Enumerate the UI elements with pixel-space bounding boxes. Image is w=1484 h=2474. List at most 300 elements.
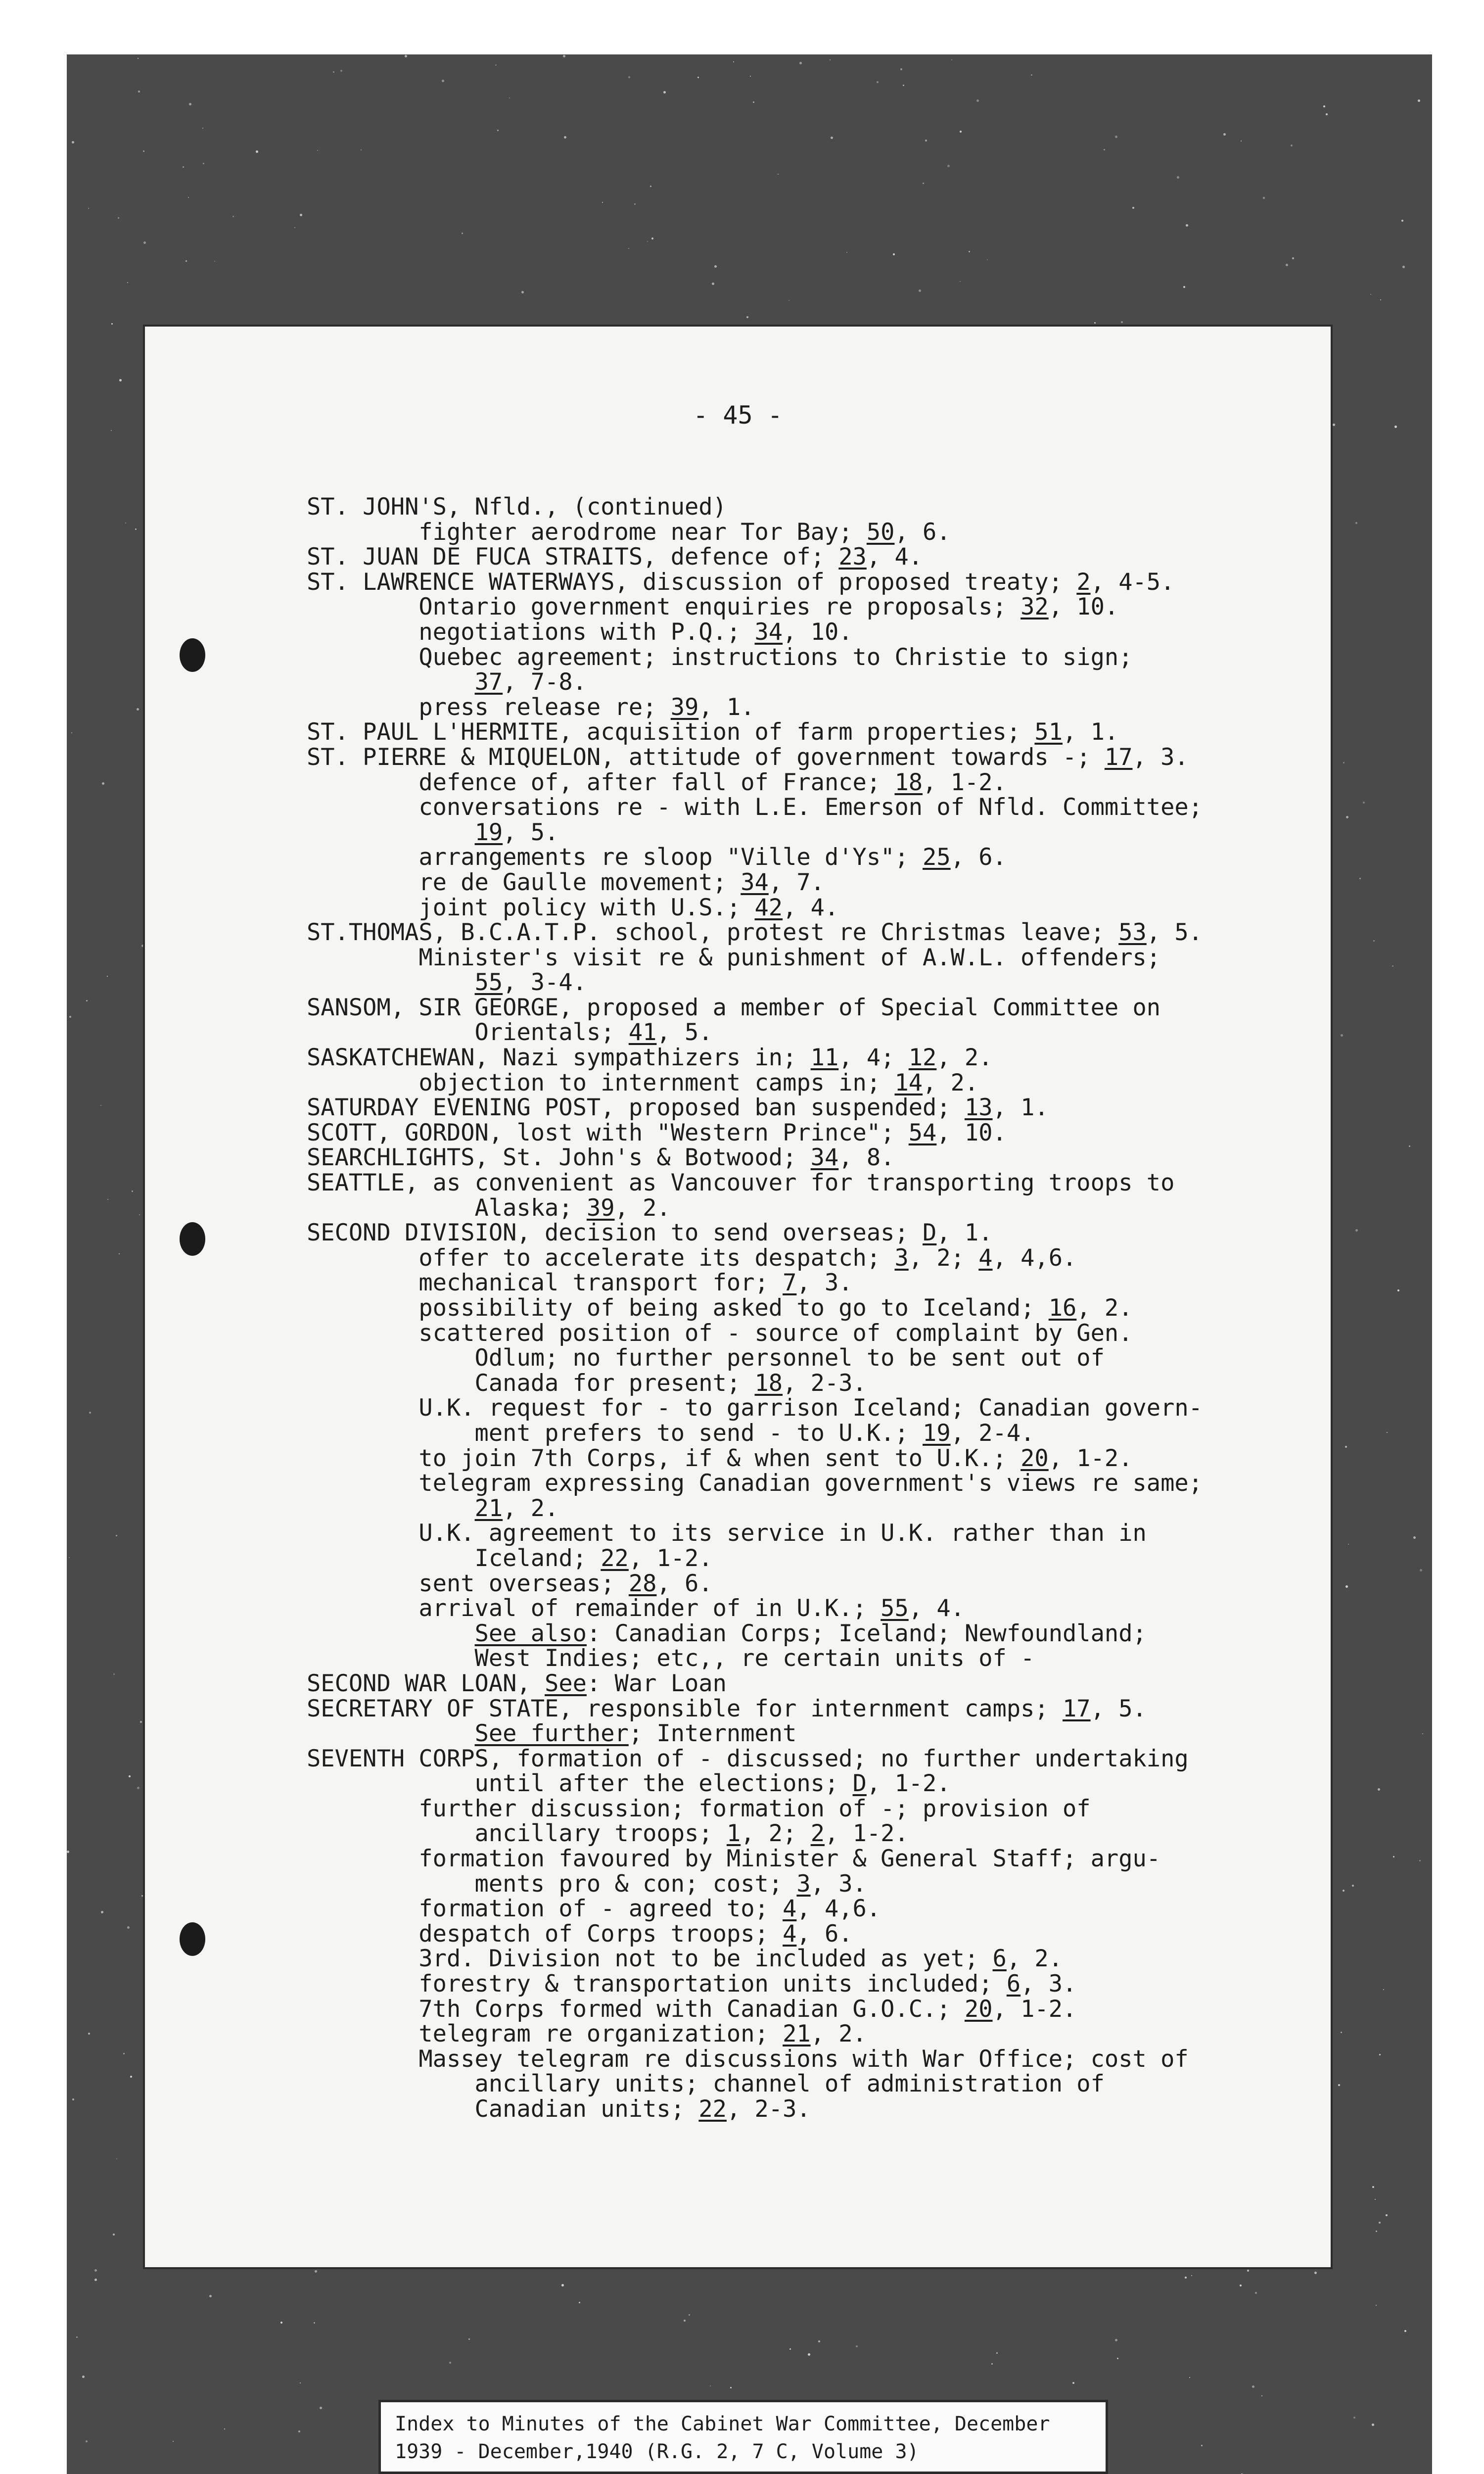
entry-text: , 1-2. [992,1995,1077,2023]
index-line [307,1521,1203,1546]
film-speck [634,203,636,205]
film-speck [1386,2214,1388,2216]
film-speck [1402,266,1405,268]
entry-text: ST. JOHN'S, Nfld., (continued) [307,493,727,521]
film-speck [1185,2277,1187,2279]
index-line [307,1346,1203,1371]
page-reference: 19 [923,1419,951,1447]
entry-text: , 6. [796,1920,853,1948]
film-speck [203,163,204,164]
index-line [307,1321,1203,1346]
page-reference: See further [474,1720,629,1748]
page-reference: 18 [894,768,923,796]
entry-text: ST.THOMAS, B.C.A.T.P. school, protest re Christmas leave; [307,919,1119,947]
film-speck [1326,113,1328,115]
film-speck [232,216,234,217]
film-speck [1201,2445,1203,2446]
index-line [307,920,1203,946]
film-speck [563,55,565,57]
film-speck [919,289,921,292]
entry-text: SECOND DIVISION, decision to send overseas; [307,1219,923,1247]
film-speck [799,62,802,64]
index-line [307,1922,1203,1947]
page-reference: 22 [698,2095,727,2123]
page-reference: 50 [866,518,895,546]
film-speck [119,379,122,381]
film-speck [333,71,334,73]
entry-text: SCOTT, GORDON, lost with "Western Prince"; [307,1119,909,1146]
entry-text: joint policy with U.S.; [307,894,755,921]
film-speck [116,1535,117,1536]
film-speck [778,174,779,175]
entry-text: , 4. [908,1595,965,1622]
entry-text: , 6. [950,844,1007,871]
film-speck [730,2387,732,2388]
film-speck [129,1775,131,1777]
film-speck [224,2428,225,2429]
entry-text: , 2. [503,1494,559,1522]
entry-text: 3rd. Division not to be included as yet; [307,1945,993,1973]
index-line [307,1171,1203,1196]
entry-text: , 7-8. [503,668,587,696]
entry-text: , 1-2. [824,1820,909,1848]
page-reference: 22 [601,1544,629,1572]
film-speck [119,1253,120,1254]
index-line [307,870,1203,896]
film-speck [1291,144,1293,146]
film-speck [750,76,751,77]
film-speck [137,708,139,711]
film-speck [903,85,904,86]
film-speck [449,2362,451,2364]
film-speck [118,217,119,219]
index-line [307,1571,1203,1597]
entry-text: , 1-2. [628,1544,713,1572]
entry-text: sent overseas; [307,1570,629,1597]
entry-text: , 2. [614,1194,671,1222]
film-speck [130,2076,132,2078]
page-reference: 6 [992,1945,1007,1973]
entry-text: telegram re organization; [307,2020,783,2048]
entry-text: , 1. [698,693,755,721]
film-speck [689,2314,690,2316]
page-reference: 7 [783,1269,797,1297]
film-speck [82,2376,85,2378]
entry-text: Odlum; no further personnel to be sent out of [307,1344,1105,1372]
page-reference: 2 [1076,568,1091,596]
index-line [307,1095,1203,1121]
film-speck [139,1214,140,1215]
index-line [307,1872,1203,1897]
entry-text: ancillary units; channel of administration of [307,2070,1105,2098]
entry-text: U.K. request for - to garrison Iceland; Canadian govern- [307,1394,1203,1422]
film-speck [1191,2275,1192,2276]
page-reference: 2 [810,1820,825,1848]
film-speck [663,91,666,94]
film-speck [1383,1989,1384,1990]
film-speck [1379,2222,1381,2224]
page-reference: 4 [783,1895,797,1923]
entry-text: scattered position of - source of complaint by Gen. [307,1319,1133,1347]
binder-hole-top [180,638,205,672]
entry-text: , 6. [894,518,951,546]
index-line [307,1246,1203,1271]
film-speck [140,1721,142,1723]
index-line [307,795,1203,820]
film-speck [1370,294,1371,295]
film-speck [856,2345,858,2347]
index-line [307,820,1203,846]
film-speck [107,976,108,977]
film-speck [830,59,831,60]
film-speck [1380,299,1381,300]
entry-text: Orientals; [307,1019,629,1047]
film-speck [651,238,653,239]
film-speck [1255,2292,1257,2294]
film-speck [1183,286,1185,288]
film-speck [628,248,629,249]
film-speck [1240,2284,1242,2286]
page-reference: 28 [628,1570,657,1597]
film-speck [893,253,895,255]
film-speck [72,2098,74,2100]
entry-text: arrangements re sloop "Ville d'Ys"; [307,844,923,871]
index-entries [307,495,1203,2122]
caption-line-2: 1939 - December,1940 (R.G. 2, 7 C, Volume 3) [395,2440,919,2463]
film-speck [340,70,342,72]
entry-text: , 2-3. [783,1369,867,1397]
entry-text: , 2. [810,2020,867,2048]
entry-text: ancillary troops; [307,1820,727,1848]
page-reference: 4 [978,1244,993,1272]
index-line [307,1972,1203,1997]
index-line [307,1797,1203,1822]
index-line [307,1271,1203,1296]
entry-text: arrival of remainder of in U.K.; [307,1595,881,1622]
index-line [307,996,1203,1021]
entry-text: ST. LAWRENCE WATERWAYS, discussion of proposed treaty; [307,568,1077,596]
film-speck [314,2322,315,2324]
index-line [307,970,1203,996]
film-speck [76,2336,78,2338]
film-speck [1393,1856,1394,1857]
film-speck [960,131,962,133]
page-reference: 16 [1048,1294,1077,1322]
index-line [307,595,1203,620]
entry-text: , 2; [741,1820,811,1848]
film-speck [960,281,961,282]
film-speck [405,55,407,57]
index-line [307,1847,1203,1872]
entry-text: Canadian units; [307,2095,699,2123]
index-line [307,1997,1203,2022]
film-speck [256,150,258,153]
entry-text: to join 7th Corps, if & when sent to U.K.; [307,1444,1021,1472]
film-speck [1121,321,1123,323]
film-speck [67,1851,69,1853]
film-speck [1375,2199,1376,2200]
entry-text: until after the elections; [307,1770,853,1798]
index-line [307,845,1203,870]
index-line [307,1446,1203,1472]
film-speck [987,259,988,260]
page-reference: 23 [838,543,867,571]
film-speck [1341,2032,1342,2033]
film-speck [650,186,651,187]
index-line [307,1947,1203,1972]
film-speck [1372,2424,1374,2426]
page-reference: 55 [881,1595,909,1622]
entry-text: , 3. [1132,743,1189,771]
binder-hole-bottom [180,1922,205,1956]
entry-text: defence of, after fall of France; [307,768,895,796]
film-speck [628,76,630,78]
film-speck [113,1673,115,1675]
index-line [307,2097,1203,2122]
index-line [307,1396,1203,1421]
film-speck [788,300,789,301]
film-speck [1252,2385,1254,2388]
film-speck [1355,522,1357,524]
entry-text: SANSOM, SIR GEORGE, proposed a member of Special Committee on [307,994,1161,1021]
film-speck [497,130,499,131]
film-speck [509,97,510,98]
film-speck [143,241,146,244]
index-line [307,670,1203,695]
index-line [307,1771,1203,1797]
entry-text: ST. PIERRE & MIQUELON, attitude of government towards -; [307,743,1105,771]
film-speck [1031,74,1032,76]
entry-text: Iceland; [307,1544,601,1572]
film-speck [789,2348,791,2350]
film-speck [1323,105,1325,107]
entry-text: , 5. [1090,1695,1147,1722]
entry-text: , 4,6. [992,1244,1077,1272]
entry-text: , 8. [838,1144,895,1172]
entry-text: mechanical transport for; [307,1269,783,1297]
page-reference: 55 [474,969,503,997]
entry-text: SATURDAY EVENING POST, proposed ban suspended; [307,1094,965,1122]
entry-text: SASKATCHEWAN, Nazi sympathizers in; [307,1044,811,1072]
film-speck [300,214,302,216]
film-speck [831,137,833,139]
film-speck [1132,207,1134,209]
index-line [307,745,1203,770]
entry-text [307,668,475,696]
film-speck [1353,2417,1355,2419]
film-speck [1373,940,1375,942]
page-reference: 34 [741,868,769,896]
entry-text: possibility of being asked to go to Iceland; [307,1294,1049,1322]
film-speck [173,2441,174,2442]
entry-text: , 1-2. [923,768,1007,796]
entry-text: Massey telegram re discussions with War Office; cost of [307,2045,1189,2073]
entry-text: , 1-2. [1048,1444,1133,1472]
film-speck [877,81,879,83]
index-line [307,495,1203,520]
page-reference: 20 [964,1995,993,2023]
entry-text: , 1. [992,1094,1049,1122]
page-reference: 25 [923,844,951,871]
index-line [307,946,1203,971]
film-speck [89,1412,91,1414]
film-speck [1392,965,1393,967]
film-speck [86,1000,88,1001]
entry-text: , 10. [783,618,853,646]
entry-text: , 1. [1063,718,1119,746]
index-line [307,1697,1203,1722]
page-reference: 53 [1118,919,1147,947]
film-speck [746,316,748,318]
film-speck [1292,257,1294,259]
film-speck [361,149,362,150]
film-speck [521,291,524,293]
film-speck [1348,1544,1349,1545]
index-line [307,1747,1203,1772]
entry-text: conversations re - with L.E. Emerson of Nfld. Committee; [307,794,1203,821]
film-speck [1223,133,1226,136]
index-line [307,1621,1203,1647]
film-speck [1115,136,1117,138]
film-speck [753,101,754,103]
film-speck [183,166,184,168]
entry-text: , 3. [1020,1970,1077,1998]
entry-text [307,819,475,846]
index-line [307,645,1203,670]
page-reference: 51 [1034,718,1063,746]
film-speck [1372,2186,1374,2188]
film-speck [1094,322,1096,324]
entry-text: fighter aerodrome near Tor Bay; [307,518,867,546]
film-speck [116,2158,117,2159]
film-speck [315,2270,317,2273]
film-speck [1072,2382,1074,2384]
film-speck [1378,1788,1380,1791]
index-line [307,1496,1203,1522]
entry-text: , 2-4. [950,1419,1035,1447]
entry-text: negotiations with P.Q.; [307,618,755,646]
caption-line-1: Index to Minutes of the Cabinet War Committee, December [395,2413,1050,2435]
entry-text: SEARCHLIGHTS, St. John's & Botwood; [307,1144,811,1172]
index-line [307,770,1203,796]
entry-text: formation favoured by Minister & General Staff; argu- [307,1845,1161,1873]
index-line [307,1721,1203,1747]
film-speck [107,1199,108,1200]
index-line [307,1421,1203,1446]
entry-text: SECRETARY OF STATE, responsible for internment camps; [307,1695,1063,1722]
film-speck [189,103,191,105]
page-reference: 32 [1020,593,1049,621]
entry-text: ; Internment [628,1720,797,1748]
index-line [307,1296,1203,1321]
index-line [307,1020,1203,1046]
film-speck [86,2440,88,2442]
entry-text [307,1495,475,1522]
film-speck [1409,1145,1410,1147]
page-reference: 1 [726,1820,741,1848]
entry-text: , 2. [1076,1294,1133,1322]
entry-text: objection to internment camps in; [307,1069,895,1096]
entry-text: , 7. [768,868,825,896]
entry-text: , 10. [1048,593,1119,621]
film-speck [579,2302,580,2303]
film-speck [1355,1229,1358,1232]
film-speck [1104,149,1105,150]
entry-text: re de Gaulle movement; [307,868,741,896]
film-speck [1387,1432,1388,1433]
film-speck [188,197,189,198]
index-line [307,1471,1203,1496]
film-speck [88,208,89,209]
page-reference: 17 [1104,743,1133,771]
film-speck [111,323,113,325]
entry-text: U.K. agreement to its service in U.K. rather than in [307,1520,1147,1547]
page-reference: 11 [810,1044,839,1072]
film-speck [94,2269,97,2272]
entry-text: , 1-2. [866,1770,951,1798]
entry-text: further discussion; formation of -; provision of [307,1795,1091,1822]
film-speck [1286,264,1288,266]
page-reference: 4 [783,1920,797,1948]
film-speck [846,252,847,253]
entry-text: offer to accelerate its despatch; [307,1244,895,1272]
film-speck [712,283,714,285]
index-line [307,1121,1203,1146]
film-speck [564,136,566,139]
entry-text: Canada for present; [307,1369,755,1397]
film-speck [714,265,717,268]
film-speck [1376,2231,1377,2232]
index-line [307,520,1203,545]
film-speck [186,260,187,262]
film-speck [100,1105,101,1106]
entry-text: , 3-4. [503,969,587,997]
index-line [307,1221,1203,1246]
film-speck [1418,99,1420,102]
film-speck [996,2352,998,2354]
film-speck [72,141,74,143]
index-line [307,695,1203,720]
film-speck [1345,1585,1348,1588]
film-speck [69,1557,70,1558]
film-speck [1345,1446,1347,1448]
film-speck [1401,220,1403,222]
film-speck [1397,1289,1399,1291]
entry-text: 7th Corps formed with Canadian G.O.C.; [307,1995,965,2023]
film-speck [684,2320,686,2322]
film-speck [143,150,144,152]
film-speck [137,1787,139,1789]
film-speck [1419,1860,1421,1861]
entry-text: ments pro & con; cost; [307,1870,797,1898]
document-caption-label [378,2400,1108,2474]
entry-text: , 6. [656,1570,713,1597]
entry-text: , 1. [936,1219,993,1247]
page-reference: 3 [796,1870,811,1898]
film-speck [127,1926,130,1929]
entry-text: ST. PAUL L'HERMITE, acquisition of farm properties; [307,718,1035,746]
film-speck [808,2353,810,2356]
page-reference: 12 [908,1044,937,1072]
film-speck [1314,2272,1317,2274]
page-reference: See also [474,1619,587,1647]
index-line [307,1145,1203,1171]
page-reference: 18 [754,1369,783,1397]
entry-text: , 4. [866,543,923,571]
film-speck [317,150,318,151]
film-speck [647,241,648,242]
film-speck [102,782,104,785]
